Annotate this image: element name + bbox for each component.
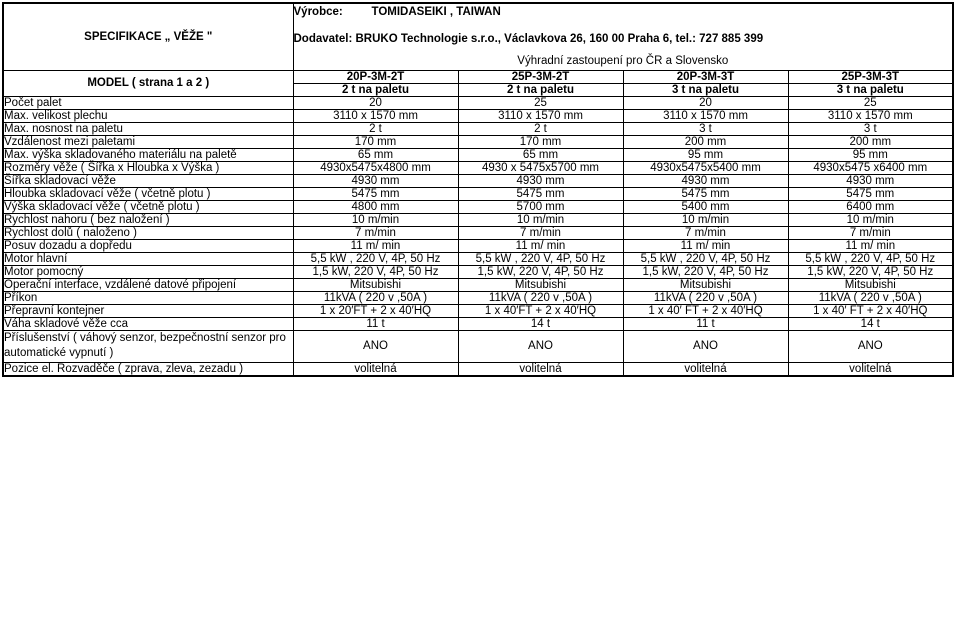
row-value: 20	[293, 96, 458, 109]
table-row	[3, 148, 953, 161]
row-value: 11kVA ( 220 v ,50A )	[788, 291, 953, 304]
vendor-line	[294, 4, 953, 21]
spec-title: SPECIFIKACE „ VĚŽE "	[84, 30, 213, 43]
row-label: Operační interface, vzdálené datové připojení	[3, 278, 293, 291]
table-row	[3, 291, 953, 304]
row-label: Posuv dozadu a dopředu	[3, 239, 293, 252]
table-row	[3, 213, 953, 226]
model-label: MODEL ( strana 1 a 2 )	[87, 77, 210, 90]
table-header-top-row	[3, 3, 953, 70]
row-label: Hloubka skladovací věže ( včetně plotu )	[3, 187, 293, 200]
row-value: ANO	[458, 330, 623, 362]
row-label: Počet palet	[3, 96, 293, 109]
model-name: 25P-3M-2T	[511, 70, 570, 83]
row-value: volitelná	[623, 362, 788, 376]
table-row	[3, 252, 953, 265]
row-value: 11kVA ( 220 v ,50A )	[293, 291, 458, 304]
row-value: 11 m/ min	[458, 239, 623, 252]
table-row	[3, 362, 953, 376]
table-row	[3, 265, 953, 278]
row-value: 4930 mm	[293, 174, 458, 187]
row-value: 3110 x 1570 mm	[788, 109, 953, 122]
row-value: 25	[458, 96, 623, 109]
row-value: 5,5 kW , 220 V, 4P, 50 Hz	[788, 252, 953, 265]
vendor-value: TOMIDASEIKI , TAIWAN	[371, 6, 501, 18]
table-row	[3, 330, 953, 362]
table-row	[3, 135, 953, 148]
row-value: Mitsubishi	[788, 278, 953, 291]
row-value: 7 m/min	[788, 226, 953, 239]
row-value: 65 mm	[458, 148, 623, 161]
row-value: 6400 mm	[788, 200, 953, 213]
row-value: 2 t	[293, 122, 458, 135]
row-value: 3110 x 1570 mm	[623, 109, 788, 122]
row-value: 5475 mm	[293, 187, 458, 200]
row-label: Max. velikost plechu	[3, 109, 293, 122]
row-value: 1,5 kW, 220 V, 4P, 50 Hz	[458, 265, 623, 278]
row-label: Příslušenství ( váhový senzor, bezpečnostní senzor pro automatické vypnutí )	[3, 330, 293, 362]
row-value: 5475 mm	[788, 187, 953, 200]
table-row	[3, 109, 953, 122]
row-label: Rozměry věže ( Šířka x Hloubka x Výška )	[3, 161, 293, 174]
row-value: 4930x5475x4800 mm	[293, 161, 458, 174]
row-value: ANO	[293, 330, 458, 362]
row-value: Mitsubishi	[293, 278, 458, 291]
row-label: Rychlost dolů ( naloženo )	[3, 226, 293, 239]
row-value: 65 mm	[293, 148, 458, 161]
model-name: 20P-3M-3T	[676, 70, 735, 83]
vendor-info-cell	[293, 3, 953, 70]
row-value: 1,5 kW, 220 V, 4P, 50 Hz	[788, 265, 953, 278]
row-value: 11kVA ( 220 v ,50A )	[623, 291, 788, 304]
table-row	[3, 239, 953, 252]
table-row	[3, 226, 953, 239]
row-value: 10 m/min	[458, 213, 623, 226]
row-label: Výška skladovací věže ( včetně plotu )	[3, 200, 293, 213]
row-value: volitelná	[293, 362, 458, 376]
row-value: 1 x 40′FT + 2 x 40′HQ	[458, 304, 623, 317]
exclusive-representation-note: Výhradní zastoupení pro ČR a Slovensko	[517, 54, 729, 67]
model-name: 20P-3M-2T	[346, 70, 405, 83]
model-label-cell	[3, 70, 293, 96]
table-row	[3, 122, 953, 135]
table-row	[3, 174, 953, 187]
table-row	[3, 96, 953, 109]
row-value: 4930x5475x5400 mm	[623, 161, 788, 174]
column-capacity-2	[458, 83, 623, 96]
row-value: 3 t	[623, 122, 788, 135]
row-value: ANO	[623, 330, 788, 362]
capacity-value: 2 t na paletu	[341, 83, 410, 96]
row-value: 1,5 kW, 220 V, 4P, 50 Hz	[293, 265, 458, 278]
column-header-model-2	[458, 70, 623, 83]
column-header-model-1	[293, 70, 458, 83]
row-value: 1 x 40′ FT + 2 x 40′HQ	[788, 304, 953, 317]
row-value: Mitsubishi	[458, 278, 623, 291]
row-value: 5475 mm	[623, 187, 788, 200]
row-value: 95 mm	[623, 148, 788, 161]
specification-table	[2, 2, 954, 377]
row-value: 7 m/min	[293, 226, 458, 239]
row-value: 4930 mm	[623, 174, 788, 187]
row-value: 4930 mm	[788, 174, 953, 187]
row-value: ANO	[788, 330, 953, 362]
row-value: 7 m/min	[623, 226, 788, 239]
row-label: Vzdálenost mezi paletami	[3, 135, 293, 148]
row-value: 3110 x 1570 mm	[458, 109, 623, 122]
row-value: 11kVA ( 220 v ,50A )	[458, 291, 623, 304]
row-label: Motor hlavní	[3, 252, 293, 265]
row-label: Max. výška skladovaného materiálu na paletě	[3, 148, 293, 161]
row-value: 4800 mm	[293, 200, 458, 213]
vendor-label: Výrobce:	[293, 6, 343, 18]
row-value: 11 m/ min	[623, 239, 788, 252]
table-row	[3, 161, 953, 174]
table-row	[3, 187, 953, 200]
row-value: 3 t	[788, 122, 953, 135]
spec-title-cell	[3, 3, 293, 70]
row-value: 11 m/ min	[788, 239, 953, 252]
capacity-value: 3 t na paletu	[836, 83, 904, 96]
table-row	[3, 304, 953, 317]
row-value: 5,5 kW , 220 V, 4P, 50 Hz	[623, 252, 788, 265]
row-value: 14 t	[458, 317, 623, 330]
row-value: 14 t	[788, 317, 953, 330]
column-header-model-4	[788, 70, 953, 83]
capacity-value: 3 t na paletu	[671, 83, 740, 96]
capacity-value: 2 t na paletu	[506, 83, 575, 96]
column-capacity-3	[623, 83, 788, 96]
row-value: 1 x 40′ FT + 2 x 40′HQ	[623, 304, 788, 317]
table-header-model-row	[3, 70, 953, 83]
row-value: 7 m/min	[458, 226, 623, 239]
supplier-label: Dodavatel:	[293, 33, 353, 46]
model-name: 25P-3M-3T	[841, 70, 900, 83]
row-value: 3110 x 1570 mm	[293, 109, 458, 122]
row-value: 10 m/min	[293, 213, 458, 226]
row-value: 11 t	[293, 317, 458, 330]
row-label: Příkon	[3, 291, 293, 304]
row-value: 5475 mm	[458, 187, 623, 200]
table-row	[3, 200, 953, 213]
row-label: Váha skladové věže cca	[3, 317, 293, 330]
row-label: Pozice el. Rozvaděče ( zprava, zleva, zezadu )	[3, 362, 293, 376]
row-value: 10 m/min	[623, 213, 788, 226]
column-header-model-3	[623, 70, 788, 83]
row-value: volitelná	[458, 362, 623, 376]
row-value: 200 mm	[788, 135, 953, 148]
row-label: Max. nosnost na paletu	[3, 122, 293, 135]
row-label: Motor pomocný	[3, 265, 293, 278]
row-value: 1,5 kW, 220 V, 4P, 50 Hz	[623, 265, 788, 278]
row-value: 10 m/min	[788, 213, 953, 226]
row-value: 170 mm	[458, 135, 623, 148]
row-label: Šířka skladovací věže	[3, 174, 293, 187]
row-value: Mitsubishi	[623, 278, 788, 291]
row-value: 170 mm	[293, 135, 458, 148]
row-value: volitelná	[788, 362, 953, 376]
column-capacity-4	[788, 83, 953, 96]
column-capacity-1	[293, 83, 458, 96]
row-value: 5,5 kW , 220 V, 4P, 50 Hz	[293, 252, 458, 265]
supplier-line	[294, 31, 953, 48]
supplier-value: BRUKO Technologie s.r.o., Václavkova 26, 160 00 Praha 6, tel.: 727 885 399	[355, 33, 764, 46]
row-value: 25	[788, 96, 953, 109]
row-value: 200 mm	[623, 135, 788, 148]
row-value: 11 m/ min	[293, 239, 458, 252]
row-value: 20	[623, 96, 788, 109]
row-value: 5700 mm	[458, 200, 623, 213]
table-row	[3, 278, 953, 291]
row-value: 4930 x 5475x5700 mm	[458, 161, 623, 174]
row-value: 95 mm	[788, 148, 953, 161]
row-value: 11 t	[623, 317, 788, 330]
row-label: Přepravní kontejner	[3, 304, 293, 317]
table-row	[3, 317, 953, 330]
row-value: 5400 mm	[623, 200, 788, 213]
row-value: 4930x5475 x6400 mm	[788, 161, 953, 174]
row-value: 5,5 kW , 220 V, 4P, 50 Hz	[458, 252, 623, 265]
row-label: Rychlost nahoru ( bez naložení )	[3, 213, 293, 226]
row-value: 1 x 20′FT + 2 x 40′HQ	[293, 304, 458, 317]
row-value: 4930 mm	[458, 174, 623, 187]
row-value: 2 t	[458, 122, 623, 135]
